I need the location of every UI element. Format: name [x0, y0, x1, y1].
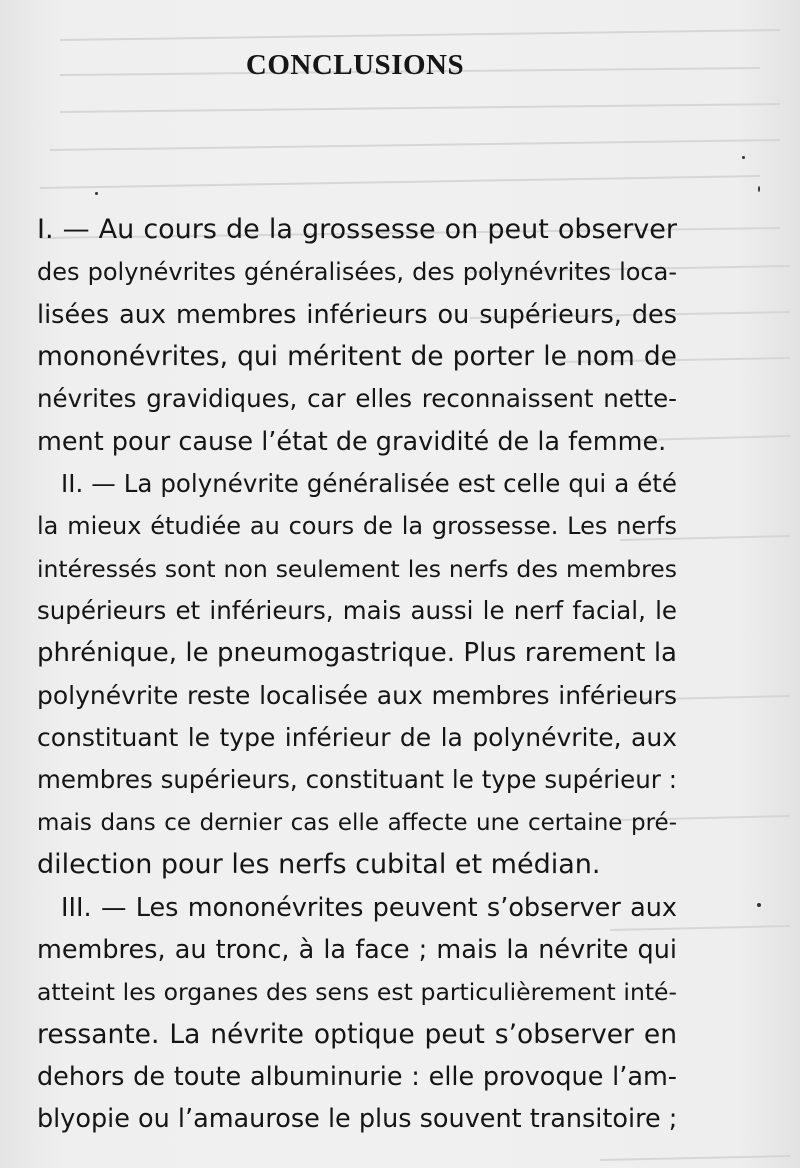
text-line: dilection pour les nerfs cubital et médian.: [37, 849, 601, 881]
text-line: membres, au tronc, à la face ; mais la névrite qui: [37, 934, 677, 965]
text-line: des polynévrites généralisées, des polynévrites loca-: [37, 258, 677, 287]
ink-speck: [758, 186, 760, 192]
text-line: la mieux étudiée au cours de la grossesse. Les nerfs: [37, 512, 677, 541]
paragraph-I: [37, 209, 677, 463]
text-line: polynévrite reste localisée aux membres inférieurs: [37, 680, 677, 710]
ink-speck: [742, 156, 745, 159]
text-line: phrénique, le pneumogastrique. Plus rarement la: [37, 638, 677, 669]
text-line: lisées aux membres inférieurs ou supérieurs, des: [37, 299, 677, 330]
text-line: ressante. La névrite optique peut s’observer en: [37, 1018, 677, 1050]
text-line: blyopie ou l’amaurose le plus souvent transitoire ;: [37, 1104, 677, 1135]
page-title: CONCLUSIONS: [245, 49, 465, 82]
text-line: dehors de toute albuminurie : elle provoque l’am-: [37, 1061, 677, 1092]
text-line: membres supérieurs, constituant le type supérieur :: [37, 765, 677, 795]
text-line: III. — Les mononévrites peuvent s’observer aux: [61, 892, 677, 923]
body-text: [37, 209, 677, 1141]
text-line: névrites gravidiques, car elles reconnaissent nette-: [37, 384, 677, 414]
text-line: ment pour cause l’état de gravidité de la femme.: [37, 426, 667, 457]
text-line: mais dans ce dernier cas elle affecte une certaine pré-: [37, 809, 677, 836]
paragraph-II: [37, 463, 677, 886]
text-line: atteint les organes des sens est particulièrement inté-: [37, 978, 677, 1007]
text-line: I. — Au cours de la grossesse on peut observer: [37, 214, 677, 245]
text-line: mononévrites, qui méritent de porter le nom de: [37, 341, 677, 373]
text-line: intéressés sont non seulement les nerfs des membres: [37, 554, 677, 583]
text-line: constituant le type inférieur de la polynévrite, aux: [37, 723, 677, 753]
text-line: supérieurs et inférieurs, mais aussi le nerf facial, le: [37, 596, 677, 626]
ink-speck: [95, 192, 98, 195]
paragraph-III: [37, 887, 677, 1141]
text-line: II. — La polynévrite généralisée est celle qui a été: [61, 469, 677, 499]
ink-speck: [757, 903, 761, 907]
